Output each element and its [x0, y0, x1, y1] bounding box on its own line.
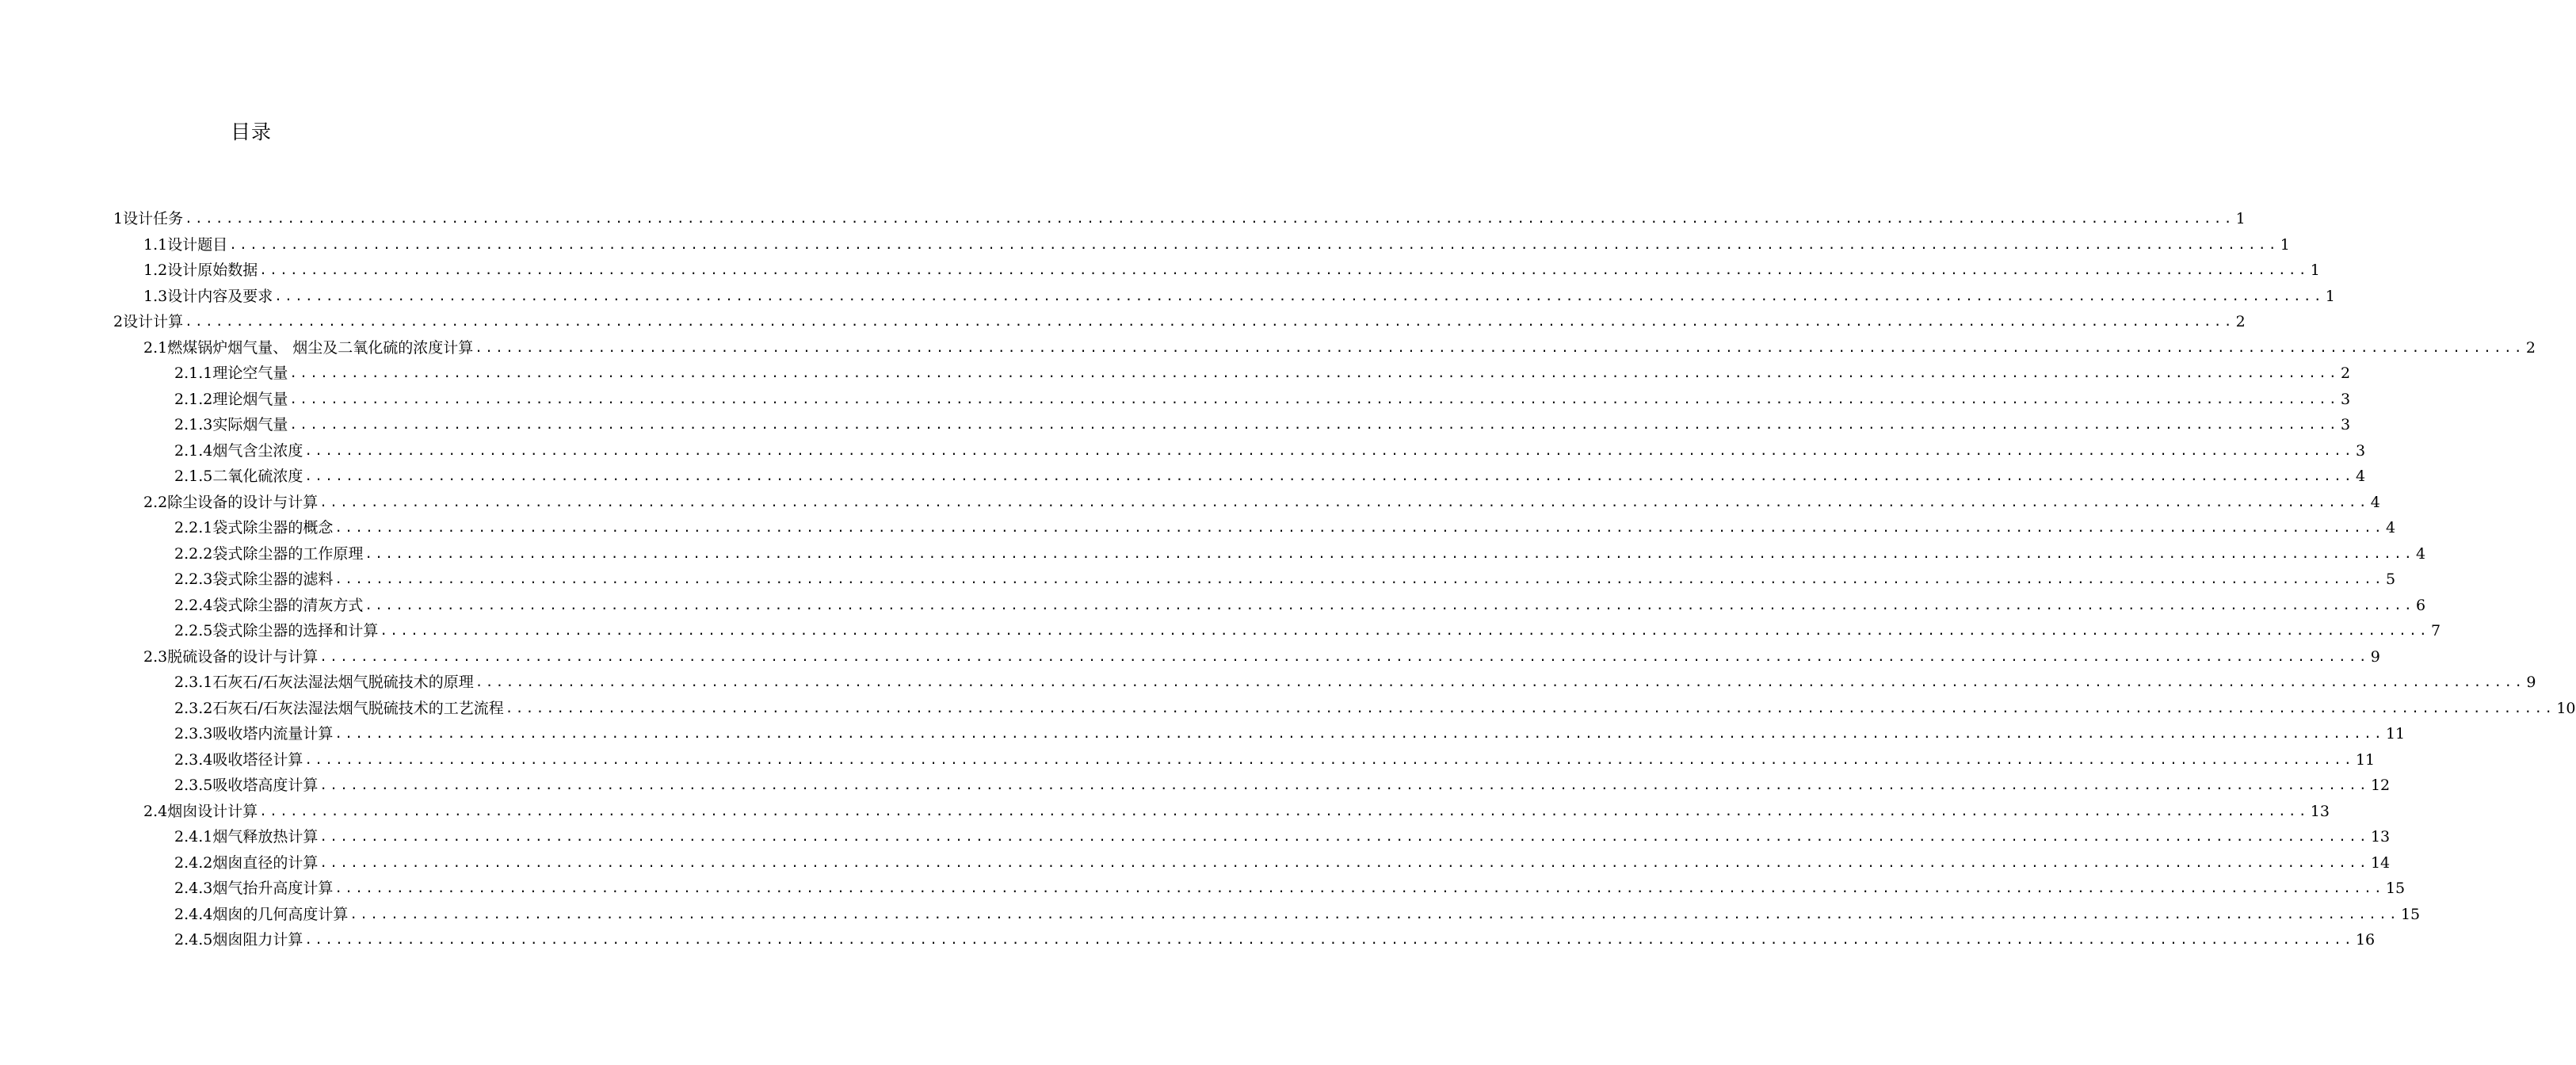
- toc-entry-label: [174, 567, 333, 593]
- dot-leader: ........................................................................................................................................................................................................: [334, 726, 2384, 741]
- toc-entry[interactable]: [0, 850, 2391, 876]
- toc-entry-text: 烟气释放热计算: [212, 828, 319, 846]
- toc-entry-text: 燃煤锅炉烟气量、 烟尘及二氧化硫的浓度计算: [167, 338, 474, 357]
- toc-entry[interactable]: [0, 438, 2366, 464]
- toc-entry-text: 石灰石/石灰法湿法烟气脱硫技术的原理: [212, 674, 474, 691]
- toc-entry[interactable]: [0, 824, 2391, 850]
- toc-entry[interactable]: [0, 670, 2536, 696]
- toc-entry-number: 2.2.5: [174, 622, 213, 639]
- toc-entry-text: 烟囱的几何高度计算: [212, 905, 349, 923]
- toc-entry-label: [174, 618, 378, 644]
- toc-entry[interactable]: [0, 309, 2246, 335]
- toc-entry-page-number: 3: [2355, 441, 2366, 460]
- dot-leader: ........................................................................................................................................................................................................: [304, 932, 2354, 947]
- toc-entry-label: [174, 515, 333, 541]
- toc-entry-number: 2.2.2: [174, 544, 213, 563]
- toc-entry-number: 2.1: [143, 338, 168, 357]
- toc-entry-label: [174, 747, 303, 773]
- toc-entry-page-number: 2: [2340, 365, 2351, 382]
- toc-entry-label: [174, 876, 333, 902]
- toc-entry-number: 2.1.5: [174, 468, 213, 485]
- toc-entry-text: 除尘设备的设计与计算: [167, 493, 319, 511]
- toc-entry-label: [174, 902, 348, 928]
- toc-entry-text: 理论烟气量: [212, 390, 288, 408]
- toc-entry[interactable]: [0, 515, 2396, 541]
- toc-entry[interactable]: [0, 618, 2441, 644]
- dot-leader: ........................................................................................................................................................................................................: [319, 854, 2369, 870]
- toc-entry-text: 吸收塔高度计算: [212, 777, 319, 794]
- dot-leader: ........................................................................................................................................................................................................: [304, 468, 2354, 483]
- dot-leader: ........................................................................................................................................................................................................: [319, 494, 2369, 510]
- toc-entry-number: 2.4.5: [174, 931, 213, 949]
- toc-entry-page-number: 4: [2355, 468, 2366, 485]
- toc-entry-page-number: 11: [2355, 750, 2376, 769]
- dot-leader: ........................................................................................................................................................................................................: [185, 314, 2234, 329]
- toc-entry-page-number: 15: [2385, 880, 2406, 897]
- toc-entry-number: 1.2: [143, 261, 168, 279]
- dot-leader: ........................................................................................................................................................................................................: [229, 236, 2279, 252]
- toc-entry-number: 1.3: [143, 287, 168, 305]
- toc-entry-text: 吸收塔径计算: [212, 750, 303, 769]
- toc-entry-text: 脱硫设备的设计与计算: [167, 647, 319, 666]
- toc-entry-number: 2.4.3: [174, 880, 213, 897]
- toc-entry-page-number: 14: [2370, 853, 2391, 872]
- dot-leader: ........................................................................................................................................................................................................: [475, 674, 2525, 689]
- toc-entry[interactable]: [0, 927, 2376, 953]
- toc-entry-label: [143, 799, 258, 825]
- dot-leader: ........................................................................................................................................................................................................: [475, 339, 2524, 355]
- toc-entry-label: [174, 696, 504, 722]
- toc-entry[interactable]: [0, 464, 2366, 490]
- toc-entry[interactable]: [0, 567, 2396, 593]
- dot-leader: ........................................................................................................................................................................................................: [289, 391, 2339, 407]
- toc-entry[interactable]: [0, 361, 2351, 387]
- toc-entry-text: 烟囱阻力计算: [212, 931, 303, 949]
- toc-entry-page-number: 10: [2556, 699, 2576, 717]
- toc-entry-page-number: 1: [2280, 235, 2290, 254]
- toc-entry-page-number: 9: [2370, 647, 2380, 666]
- toc-entry-text: 设计题目: [167, 235, 228, 254]
- toc-entry-page-number: 13: [2310, 802, 2330, 820]
- dot-leader: ........................................................................................................................................................................................................: [319, 777, 2369, 792]
- toc-entry-number: 2.3.4: [174, 750, 213, 769]
- dot-leader: ........................................................................................................................................................................................................: [289, 365, 2339, 380]
- toc-entry-label: [174, 464, 303, 490]
- toc-entry-text: 烟气抬升高度计算: [212, 880, 334, 897]
- dot-leader: ........................................................................................................................................................................................................: [274, 288, 2324, 303]
- toc-entry-page-number: 6: [2415, 596, 2426, 614]
- dot-leader: ........................................................................................................................................................................................................: [304, 751, 2354, 767]
- dot-leader: ........................................................................................................................................................................................................: [304, 442, 2354, 458]
- toc-entry-number: 2: [113, 313, 124, 330]
- toc-entry-page-number: 1: [2235, 210, 2246, 227]
- toc-entry[interactable]: [0, 335, 2536, 361]
- toc-entry-label: [174, 593, 363, 619]
- toc-entry-label: [143, 232, 227, 258]
- toc-entry-page-number: 3: [2340, 416, 2351, 433]
- toc-entry-number: 2.1.4: [174, 441, 213, 460]
- dot-leader: ........................................................................................................................................................................................................: [289, 417, 2339, 432]
- dot-leader: ........................................................................................................................................................................................................: [349, 906, 2399, 922]
- toc-entry-label: [143, 335, 473, 361]
- toc-entry-label: [113, 309, 183, 335]
- toc-entry-label: [113, 206, 183, 232]
- toc-entry-text: 设计内容及要求: [167, 287, 273, 305]
- toc-entry-page-number: 12: [2370, 777, 2391, 794]
- page-title: 目录: [231, 120, 273, 143]
- toc-entry-number: 2.1.1: [174, 365, 213, 382]
- toc-entry[interactable]: [0, 258, 2320, 284]
- dot-leader: ........................................................................................................................................................................................................: [334, 571, 2384, 586]
- toc-entry[interactable]: [0, 412, 2351, 438]
- toc-entry-number: 2.3: [143, 647, 168, 666]
- toc-entry-label: [143, 284, 273, 310]
- toc-entry-label: [143, 258, 258, 284]
- toc-entry-text: 设计计算: [123, 313, 184, 330]
- toc-entry[interactable]: [0, 799, 2330, 825]
- toc-entry-number: 2.3.2: [174, 699, 213, 717]
- toc-entry-number: 2.1.3: [174, 416, 213, 433]
- toc-entry[interactable]: [0, 490, 2380, 516]
- toc-entry-text: 烟气含尘浓度: [212, 441, 303, 460]
- dot-leader: ........................................................................................................................................................................................................: [319, 648, 2369, 664]
- toc-entry-page-number: 13: [2370, 828, 2391, 846]
- toc-entry[interactable]: [0, 773, 2391, 799]
- toc-entry-number: 2.4.2: [174, 853, 213, 872]
- toc-entry-label: [174, 824, 318, 850]
- dot-leader: ........................................................................................................................................................................................................: [259, 262, 2309, 277]
- toc-entry-page-number: 1: [2325, 287, 2335, 305]
- toc-entry-label: [174, 670, 474, 696]
- dot-leader: ........................................................................................................................................................................................................: [334, 880, 2384, 895]
- toc-entry-label: [174, 773, 318, 799]
- toc-entry-label: [174, 387, 288, 413]
- toc-entry-text: 袋式除尘器的滤料: [212, 571, 334, 588]
- dot-leader: ........................................................................................................................................................................................................: [185, 211, 2234, 226]
- toc-entry-label: [174, 927, 303, 953]
- toc-entry-number: 1.1: [143, 235, 168, 254]
- toc-entry-text: 设计任务: [123, 210, 184, 227]
- toc-entry-text: 袋式除尘器的清灰方式: [212, 596, 364, 614]
- toc-entry[interactable]: [0, 593, 2426, 619]
- toc-entry-label: [143, 644, 318, 670]
- toc-entry-number: 2.4.1: [174, 828, 213, 846]
- toc-entry-page-number: 4: [2415, 544, 2426, 563]
- toc-entry-text: 设计原始数据: [167, 261, 258, 279]
- toc-entry-number: 2.2: [143, 493, 168, 511]
- dot-leader: ........................................................................................................................................................................................................: [505, 700, 2555, 716]
- toc-entry-text: 烟囱直径的计算: [212, 853, 319, 872]
- toc-entry-label: [174, 541, 363, 567]
- toc-entry-label: [143, 490, 318, 516]
- toc-entry[interactable]: [0, 232, 2290, 258]
- toc-entry[interactable]: [0, 644, 2380, 670]
- table-of-contents: [0, 206, 2576, 953]
- toc-entry[interactable]: [0, 876, 2406, 902]
- toc-entry[interactable]: [0, 747, 2376, 773]
- toc-entry-label: [174, 412, 288, 438]
- toc-entry-number: 2.3.3: [174, 725, 213, 742]
- dot-leader: ........................................................................................................................................................................................................: [334, 520, 2384, 535]
- toc-entry[interactable]: [0, 696, 2576, 722]
- toc-entry-label: [174, 361, 288, 387]
- toc-entry-text: 袋式除尘器的概念: [212, 519, 334, 536]
- dot-leader: ........................................................................................................................................................................................................: [319, 829, 2369, 844]
- toc-entry[interactable]: [0, 284, 2335, 310]
- toc-entry-page-number: 15: [2400, 905, 2421, 923]
- toc-entry-number: 2.2.1: [174, 519, 213, 536]
- toc-entry-text: 石灰石/石灰法湿法烟气脱硫技术的工艺流程: [212, 699, 504, 717]
- toc-entry-number: 2.2.3: [174, 571, 213, 588]
- toc-entry[interactable]: [0, 387, 2351, 413]
- toc-entry-page-number: 9: [2526, 674, 2536, 691]
- toc-entry-label: [174, 721, 333, 747]
- toc-entry[interactable]: [0, 206, 2246, 232]
- toc-entry-page-number: 4: [2370, 493, 2380, 511]
- toc-entry-text: 烟囱设计计算: [167, 802, 258, 820]
- toc-entry-number: 2.2.4: [174, 596, 213, 614]
- toc-entry-number: 2.3.5: [174, 777, 213, 794]
- toc-entry[interactable]: [0, 541, 2426, 567]
- toc-entry-number: 2.3.1: [174, 674, 213, 691]
- toc-entry-page-number: 7: [2430, 622, 2441, 639]
- toc-entry-page-number: 5: [2385, 571, 2396, 588]
- toc-entry-page-number: 11: [2385, 725, 2406, 742]
- toc-entry-page-number: 2: [2235, 313, 2246, 330]
- dot-leader: ........................................................................................................................................................................................................: [364, 597, 2414, 613]
- toc-entry-label: [174, 438, 303, 464]
- toc-entry-number: 2.1.2: [174, 390, 213, 408]
- toc-entry[interactable]: [0, 721, 2406, 747]
- toc-entry-text: 吸收塔内流量计算: [212, 725, 334, 742]
- toc-entry[interactable]: [0, 902, 2421, 928]
- toc-entry-page-number: 3: [2340, 390, 2351, 408]
- toc-entry-text: 二氧化硫浓度: [212, 468, 303, 485]
- toc-entry-label: [174, 850, 318, 876]
- dot-leader: ........................................................................................................................................................................................................: [380, 623, 2429, 638]
- dot-leader: ........................................................................................................................................................................................................: [364, 545, 2414, 561]
- toc-entry-page-number: 2: [2525, 338, 2536, 357]
- toc-entry-text: 实际烟气量: [212, 416, 288, 433]
- dot-leader: ........................................................................................................................................................................................................: [259, 803, 2309, 819]
- toc-entry-page-number: 16: [2355, 931, 2376, 949]
- toc-entry-text: 袋式除尘器的选择和计算: [212, 622, 379, 639]
- toc-entry-number: 2.4: [143, 802, 168, 820]
- toc-entry-page-number: 4: [2385, 519, 2396, 536]
- toc-entry-number: 2.4.4: [174, 905, 213, 923]
- toc-entry-page-number: 1: [2310, 261, 2320, 279]
- toc-entry-number: 1: [113, 210, 124, 227]
- toc-entry-text: 理论空气量: [212, 365, 288, 382]
- toc-entry-text: 袋式除尘器的工作原理: [212, 544, 364, 563]
